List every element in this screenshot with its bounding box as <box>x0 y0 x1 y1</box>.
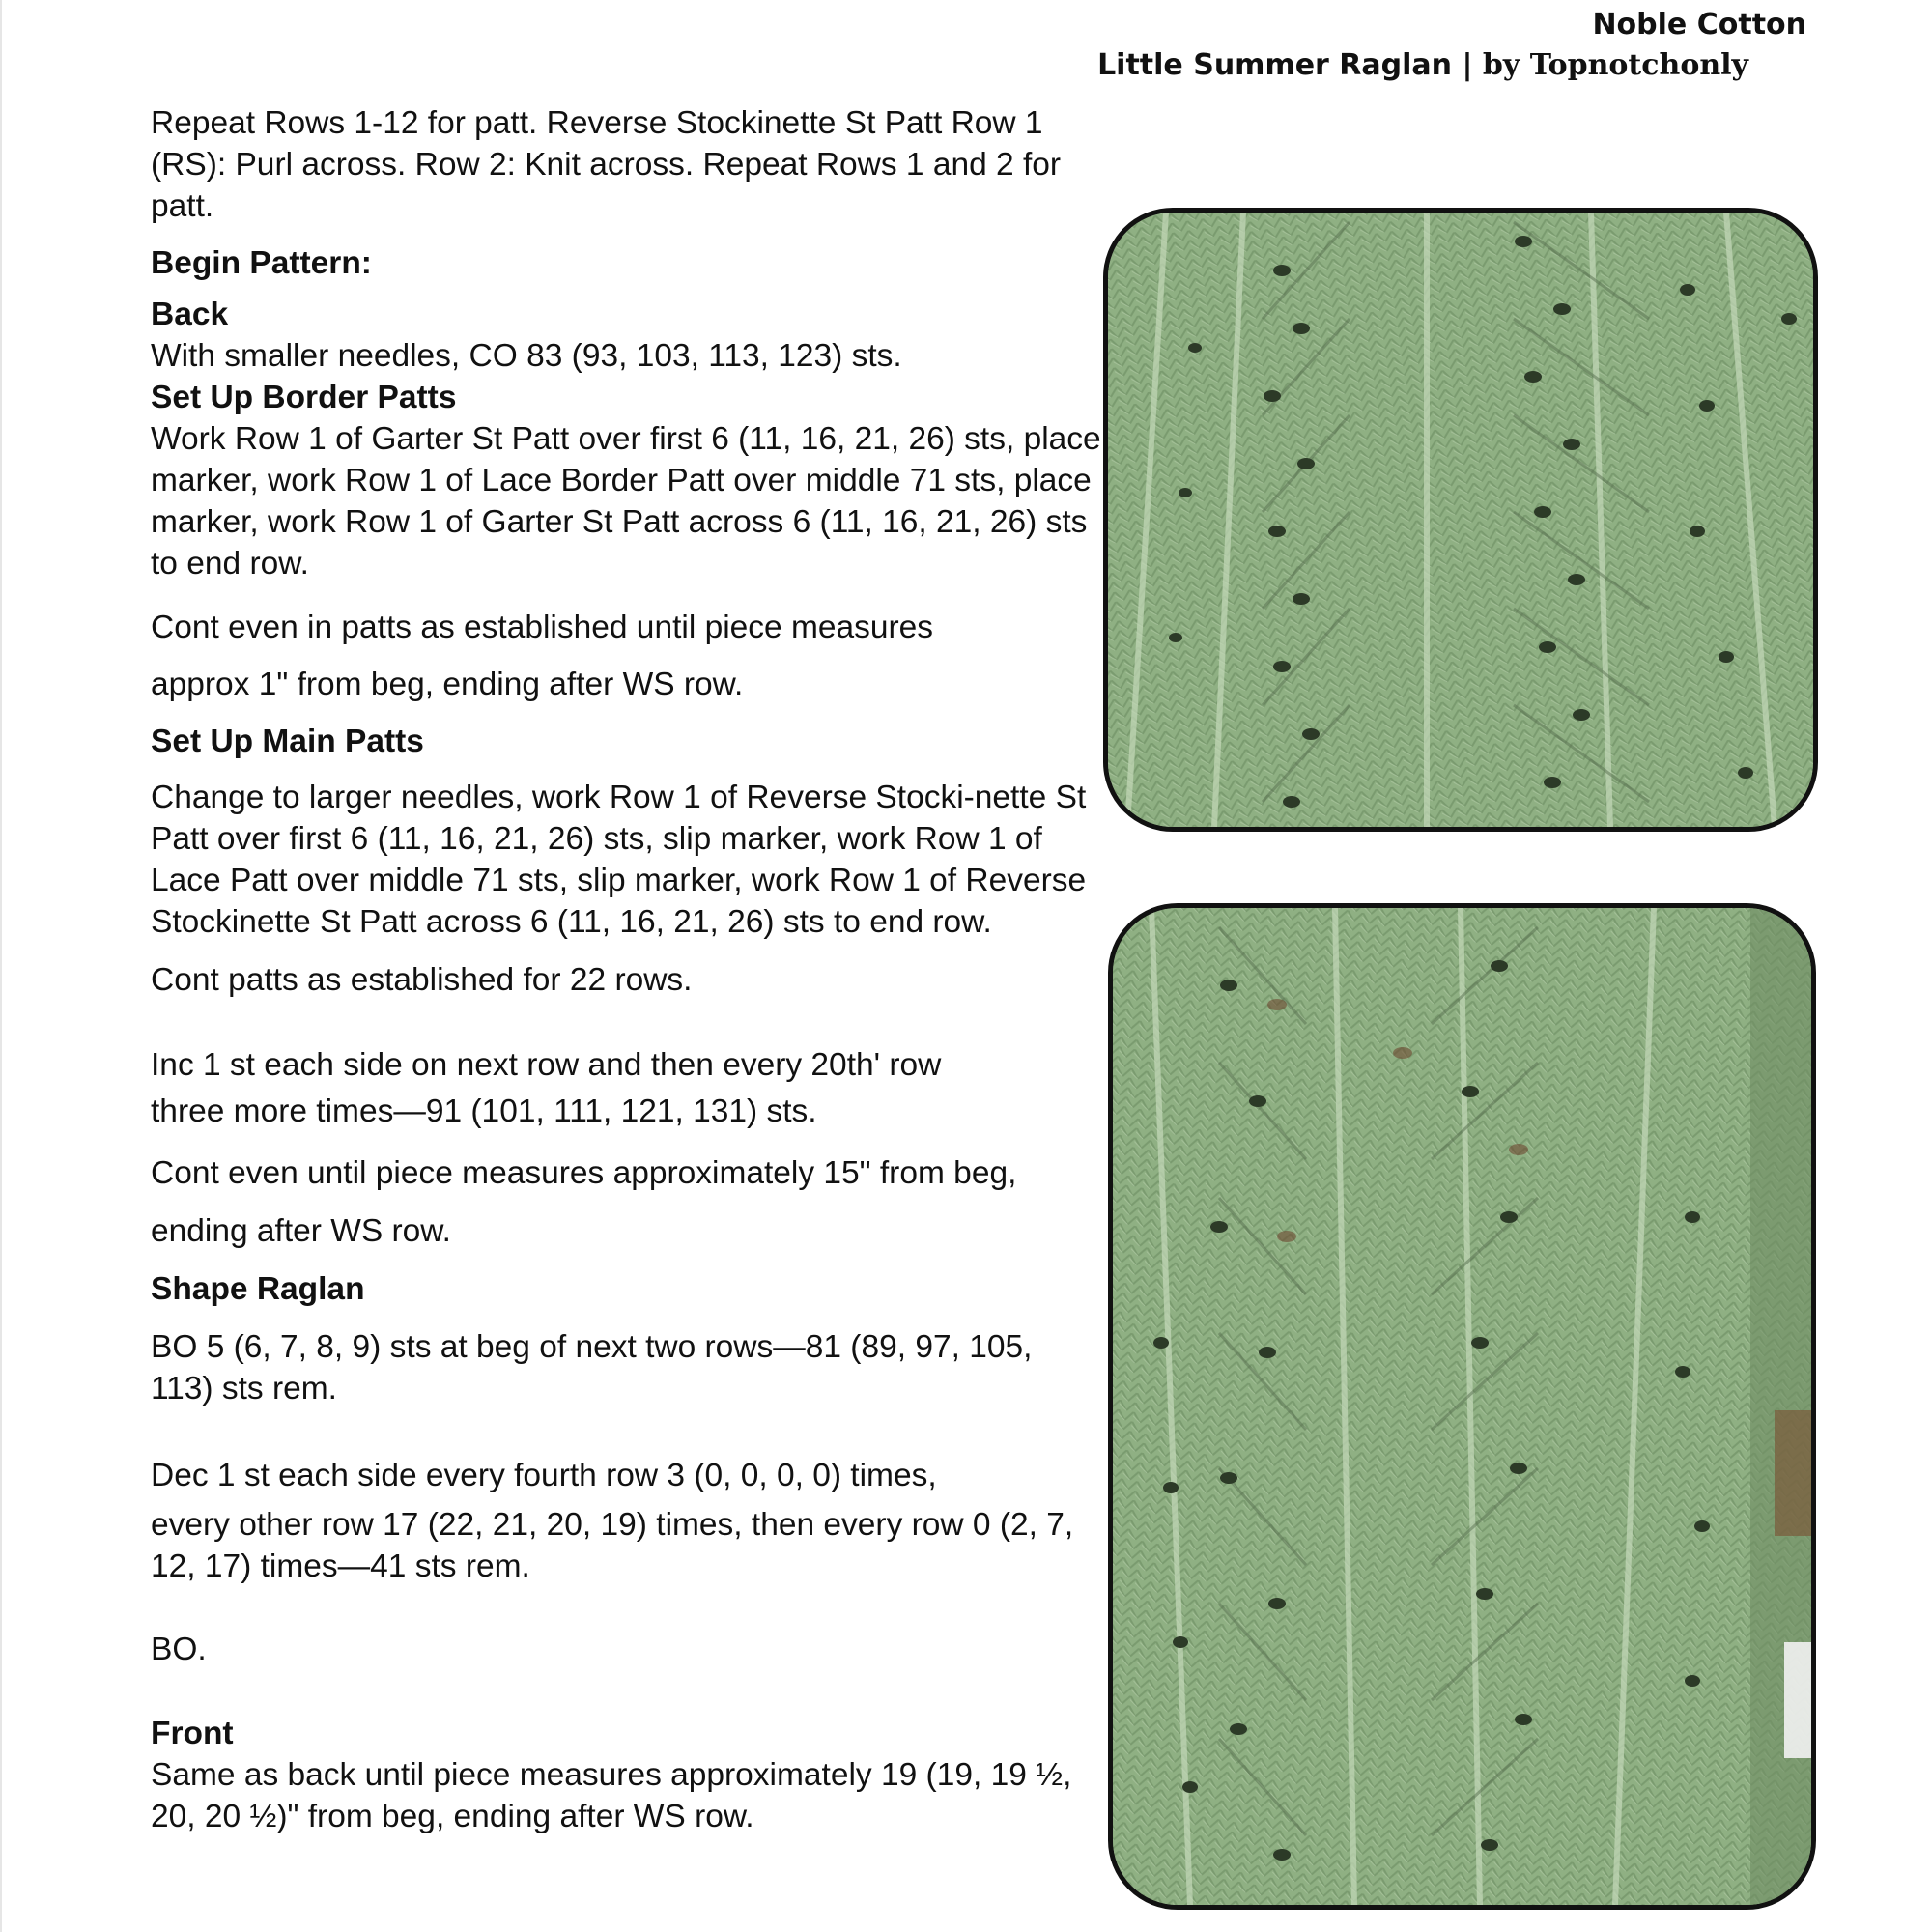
cont-15-line-1: Cont even until piece measures approximately 15" from beg, <box>151 1155 1017 1191</box>
lace-knit-photo-bottom <box>1108 903 1816 1910</box>
border-patts-text: Work Row 1 of Garter St Patt over first 6 (11, 16, 21, 26) sts, place marker, work Row 1 of Lace Border Patt over middle 71 sts, place marker, work Row 1 of Garter St Patt across 6 (11, 16, 21, 26) sts to end row. <box>151 421 1101 582</box>
knit-texture-bottom <box>1113 908 1811 1905</box>
dec-line-1: Dec 1 st each side every fourth row 3 (0, 0, 0, 0) times, <box>151 1458 937 1493</box>
border-patts-heading: Set Up Border Patts <box>151 380 457 415</box>
cont-22-rows: Cont patts as established for 22 rows. <box>151 962 693 998</box>
inc-line-2: three more times—91 (101, 111, 121, 131) sts. <box>151 1094 817 1129</box>
page-left-edge <box>0 0 2 1932</box>
back-cast-on: With smaller needles, CO 83 (93, 103, 113, 123) sts. <box>151 338 902 374</box>
lace-knit-photo-top <box>1103 208 1818 832</box>
cont-15-line-2: ending after WS row. <box>151 1213 451 1249</box>
intro-paragraph: Repeat Rows 1-12 for patt. Reverse Stockinette St Patt Row 1 (RS): Purl across. Row 2: Knit across. Repeat Rows 1 and 2 for patt. <box>151 105 1062 224</box>
main-patts-heading: Set Up Main Patts <box>151 724 424 759</box>
title-separator: | <box>1452 48 1483 82</box>
page-header <box>1097 6 1806 87</box>
bind-off: BO. <box>151 1632 207 1667</box>
pattern-title-line <box>1097 44 1748 87</box>
cont-even-line-2: approx 1" from beg, ending after WS row. <box>151 667 744 702</box>
front-heading: Front <box>151 1716 234 1751</box>
front-text: Same as back until piece measures approximately 19 (19, 19 ½, 20, 20 ½)" from beg, ending after WS row. <box>151 1757 1072 1834</box>
raglan-bind-off-rows: BO 5 (6, 7, 8, 9) sts at beg of next two rows—81 (89, 97, 105, 113) sts rem. <box>151 1329 1033 1406</box>
knit-texture-top <box>1108 213 1813 827</box>
dec-line-2: every other row 17 (22, 21, 20, 19) times, then every row 0 (2, 7, 12, 17) times—41 sts rem. <box>151 1507 1074 1584</box>
inc-line-1: Inc 1 st each side on next row and then every 20th' row <box>151 1047 942 1083</box>
main-patts-text: Change to larger needles, work Row 1 of Reverse Stocki-nette St Patt over first 6 (11, 16, 21, 26) sts, slip marker, work Row 1 of Lace Patt over middle 71 sts, slip marker, work Row 1 of Reverse Stockinette St Patt across 6 (11, 16, 21, 26) sts to end row. <box>151 780 1087 940</box>
cont-even-line-1: Cont even in patts as established until piece measures <box>151 610 934 645</box>
back-heading: Back <box>151 297 229 332</box>
pattern-author: by Topnotchonly <box>1482 48 1748 82</box>
begin-pattern-heading: Begin Pattern: <box>151 245 372 281</box>
pattern-title: Little Summer Raglan <box>1097 48 1452 82</box>
brand-name: Noble Cotton <box>1592 8 1806 42</box>
shape-raglan-heading: Shape Raglan <box>151 1271 365 1307</box>
pattern-instructions <box>151 102 1102 1837</box>
